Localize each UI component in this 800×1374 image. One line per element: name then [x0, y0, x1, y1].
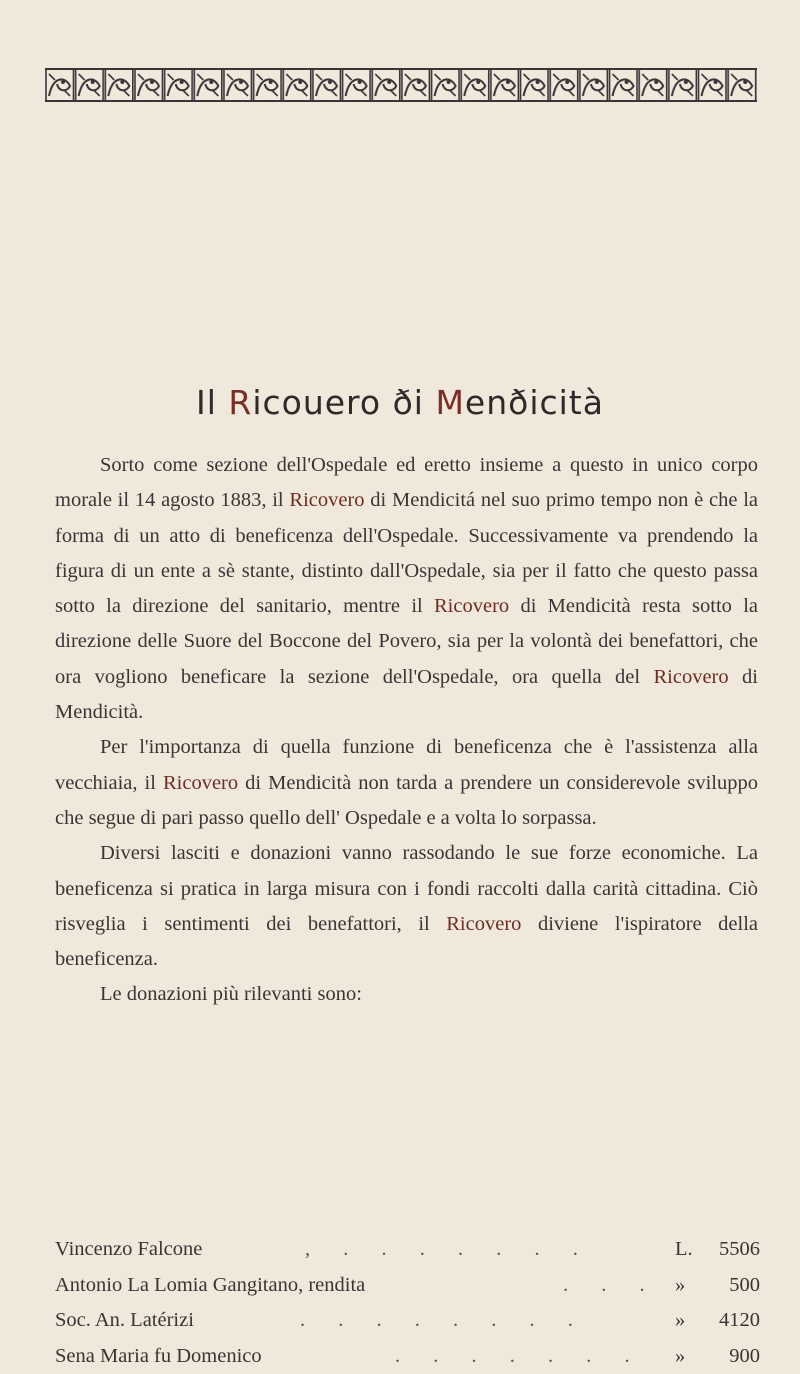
leader-dots: , . . . . . . . [305, 1232, 592, 1268]
donor-name: Sena Maria fu Domenico [55, 1339, 262, 1374]
decorative-border [45, 68, 757, 102]
paragraph: Sorto come sezione dell'Ospedale ed eretto insieme a questo in unico corpo morale il 14 agosto 1883, il Ricovero di Mendicitá nel suo primo tempo non è che la forma di un atto di beneficenza dell'Ospedale. Successivamente va prendendo la figura di un ente a sè stante, distinto dall'Ospedale, sia per il fatto che questo passa sotto la direzione del sanitario, mentre il Ricovero di Mendicità resta sotto la direzione delle Suore del Boccone del Povero, sia per la volontà dei benefattori, che ora vogliono beneficare la sezione dell'Ospedale, ora quella del Ricovero di Mendicità. [55, 448, 758, 730]
list-item [55, 1232, 760, 1268]
paragraph: Le donazioni più rilevanti sono: [55, 977, 758, 1012]
donor-name: Soc. An. Latérizi [55, 1303, 194, 1339]
list-item [55, 1303, 760, 1339]
amount: 900 [729, 1339, 760, 1374]
currency: » [675, 1303, 685, 1339]
ornament-band-icon [45, 68, 757, 102]
body-text [55, 448, 758, 1013]
currency: L. [675, 1232, 693, 1268]
leader-dots: . . . [563, 1268, 659, 1304]
donations-list [55, 1232, 760, 1374]
amount: 500 [729, 1268, 760, 1304]
donor-name: Antonio La Lomia Gangitano, rendita [55, 1268, 365, 1304]
page-title: Il Ricouero ði Menðicità [0, 383, 800, 422]
title-initial-m: M [435, 383, 464, 422]
currency: » [675, 1339, 685, 1374]
amount: 4120 [719, 1303, 760, 1339]
list-item [55, 1339, 760, 1374]
currency: » [675, 1268, 685, 1304]
list-item [55, 1268, 760, 1304]
paragraph: Diversi lasciti e donazioni vanno rassodando le sue forze economiche. La beneficenza si pratica in larga misura con i fondi raccolti dalla carità cittadina. Ciò risveglia i sentimenti dei benefattori, il Ricovero diviene l'ispiratore della beneficenza. [55, 836, 758, 977]
paragraph: Per l'importanza di quella funzione di beneficenza che è l'assistenza alla vecchiaia, il Ricovero di Mendicità non tarda a prendere un considerevole sviluppo che segue di pari passo quello dell' Ospedale e a volta lo sorpassa. [55, 730, 758, 836]
amount: 5506 [719, 1232, 760, 1268]
leader-dots: . . . . . . . [395, 1339, 644, 1374]
leader-dots: . . . . . . . . [300, 1303, 587, 1339]
title-initial-r: R [228, 383, 252, 422]
donor-name: Vincenzo Falcone [55, 1232, 202, 1268]
